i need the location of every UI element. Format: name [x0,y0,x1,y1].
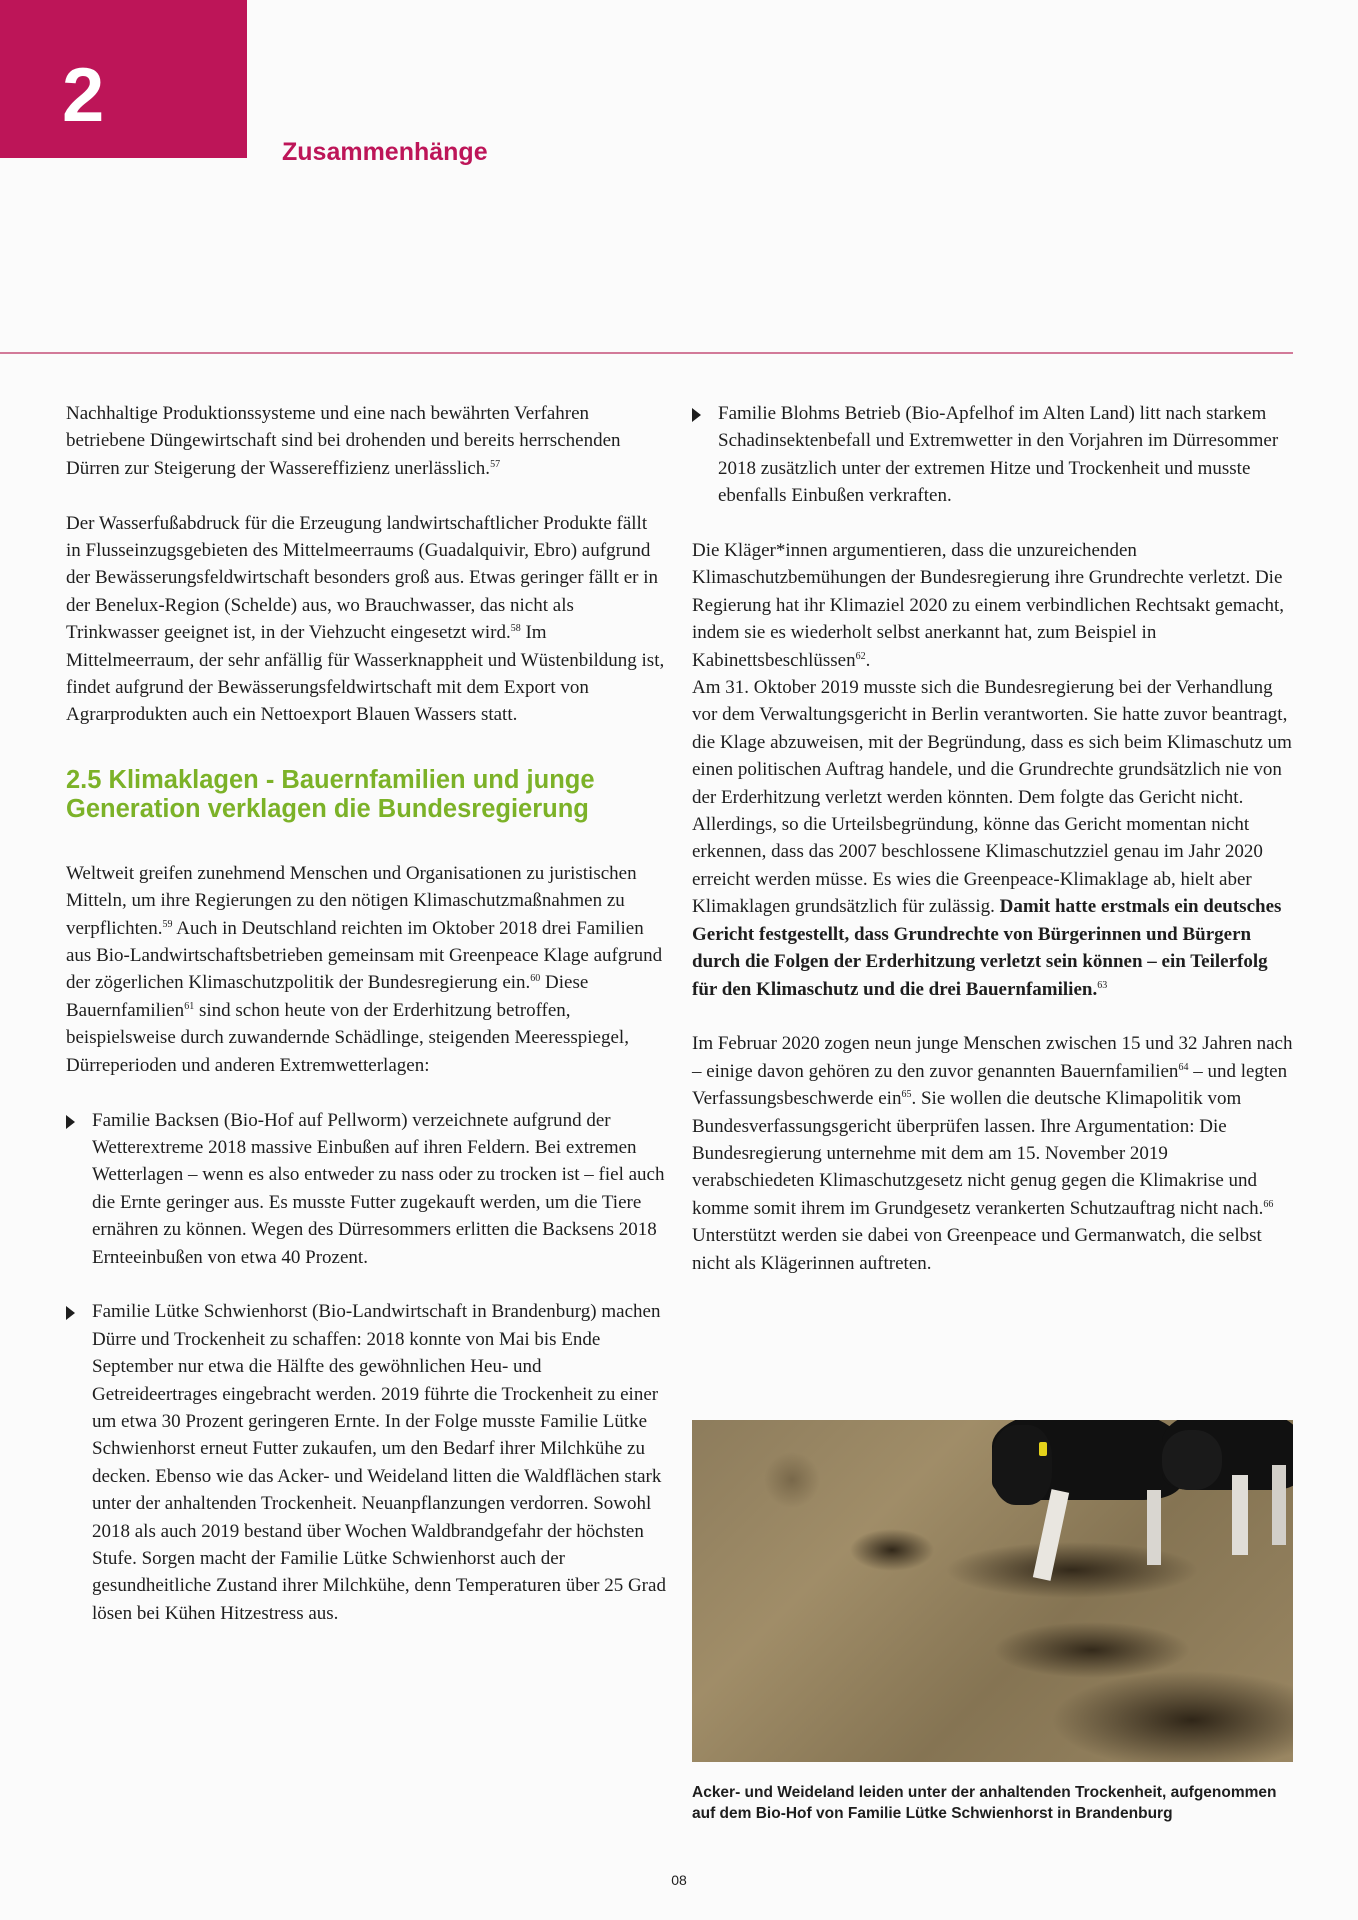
footnote-ref[interactable]: 62 [855,650,866,662]
cow-leg [1232,1475,1248,1555]
footnote-ref[interactable]: 58 [510,623,521,635]
footnote-ref[interactable]: 60 [530,973,541,985]
photo-caption: Acker- und Weideland leiden unter der anhaltenden Trockenheit, aufgenommen auf dem Bio-Hof von Familie Lütke Schwienhorst in Brandenburg [692,1784,1277,1822]
cow-head [992,1425,1052,1505]
chapter-number: 2 [62,53,105,138]
footnote-ref[interactable]: 61 [184,1000,195,1012]
footnote-ref[interactable]: 59 [162,918,173,930]
footnote-ref[interactable]: 65 [901,1089,912,1101]
list-item: Familie Backsen (Bio-Hof auf Pellworm) verzeichnete aufgrund der Wetterextreme 2018 massive Einbußen auf ihren Feldern. Bei extremen Wetterlagen – wenn es also entweder zu nass oder zu trocken ist – fiel auch die Ernte geringer aus. Es musste Futter zugekauft werden, um die Tiere ernähren zu können. Wegen des Dürresommers erlitten die Backsens 2018 Ernteeinbußen von etwa 40 Prozent. [66,1107,666,1271]
page-number: 08 [671,1872,687,1888]
cow-head [1162,1430,1222,1490]
cow-leg [1033,1489,1069,1581]
section-heading: 2.5 Klimaklagen - Bauernfamilien und junge Generation verklagen die Bundesregierung [66,765,595,823]
chapter-title: Zusammenhänge [282,138,488,166]
triangle-bullet-icon [66,1306,75,1320]
cow-leg [1272,1465,1286,1545]
list-item: Familie Lütke Schwienhorst (Bio-Landwirtschaft in Brandenburg) machen Dürre und Trockenheit zu schaffen: 2018 konnte von Mai bis Ende September nur etwa die Hälfte des gewöhnlichen Heu- und Getreideertrages eingebracht werden. 2019 führte die Trockenheit zu einer um etwa 30 Prozent geringeren Ernte. In der Folge musste Familie Lütke Schwienhorst erneut Futter zukaufen, um den Bedarf ihrer Milchkühe zu decken. Ebenso wie das Acker- und Weideland litten die Waldflächen stark unter der anhaltenden Trockenheit. Neuanpflanzungen verdorren. Sowohl 2018 als auch 2019 bestand über Wochen Waldbrandgefahr der höchsten Stufe. Sorgen macht der Familie Lütke Schwienhorst auch der gesundheitliche Zustand ihrer Milchkühe, denn Temperaturen über 25 Grad lösen bei Kühen Hitzestress aus. [66,1298,666,1627]
paragraph: Am 31. Oktober 2019 musste sich die Bundesregierung bei der Verhandlung vor dem Verwaltungsgericht in Berlin verantworten. Sie hatte zuvor beantragt, die Klage abzuweisen, mit der Begründung, dass es sich beim Klimaschutz um einen politischen Auftrag handele, und die Grundrechte grundsätzlich nie von der Erderhitzung verletzt werden könnten. Dem folgte das Gericht nicht. Allerdings, so die Urteilsbegründung, könne das Gericht momentan nicht erkennen, dass das 2007 beschlossene Klimaschutzziel genau im Jahr 2020 erreicht werden müsse. Es wies die Greenpeace-Klimaklage ab, hielt aber Klimaklagen grundsätzlich für zulässig. Damit hatte erstmals ein deutsches Gericht festgestellt, dass Grundrechte von Bürgerinnen und Bürgern durch die Folgen der Erderhitzung verletzt sein können – ein Teilerfolg für den Klimaschutz und die drei Bauernfamilien.$^{63}$ [692,677,1292,1000]
left-column [66,400,666,1655]
triangle-bullet-icon [66,1115,75,1129]
triangle-bullet-icon [692,408,701,422]
footnote-ref[interactable]: 63 [1097,979,1108,991]
emphasis-text: Damit hatte erstmals ein deutsches Gericht festgestellt, dass Grundrechte von Bürgerinnen und Bürgern durch die Folgen der Erderhitzung verletzt sein können – ein Teilerfolg für den Klimaschutz und die drei Bauernfamilien. [692,896,1282,1000]
paragraph: Nachhaltige Produktionssysteme und eine nach bewährten Verfahren betriebene Düngewirtschaft sind bei drohenden und bereits herrschenden Dürren zur Steigerung der Wassereffizienz unerlässlich.$^{57}$ [66,403,621,479]
header-divider [0,352,1293,354]
ear-tag [1039,1442,1047,1456]
paragraph: Der Wasserfußabdruck für die Erzeugung landwirtschaftlicher Produkte fällt in Flusseinzugsgebieten des Mittelmeerraums (Guadalquivir, Ebro) aufgrund der Bewässerungsfeldwirtschaft besonders groß aus. Etwas geringer fällt er in der Benelux-Region (Schelde) aus, wo Brauchwasser, das nicht als Trinkwasser geeignet ist, in der Viehzucht eingesetzt wird.$^{58}$ Im Mittelmeerraum, der sehr anfällig für Wasserknappheit und Wüstenbildung ist, findet aufgrund der Bewässerungsfeldwirtschaft mit dem Export von Agrarprodukten auch ein Nettoexport Blauen Wassers statt. [66,512,665,726]
cow-leg [1147,1490,1161,1565]
paragraph: Die Kläger*innen argumentieren, dass die unzureichenden Klimaschutzbemühungen der Bundesregierung ihre Grundrechte verletzt. Die Regierung hat ihr Klimaziel 2020 zu einem verbindlichen Rechtsakt gemacht, indem sie es wiederholt selbst anerkannt hat, zum Beispiel in Kabinettsbeschlüssen$^{62}$. [692,540,1284,671]
paragraph: Im Februar 2020 zogen neun junge Menschen zwischen 15 und 32 Jahren nach – einige davon gehören zu den zuvor genannten Bauernfamilien$^{64}$ – und legten Verfassungsbeschwerde ein$^{65}$. Sie wollen die deutsche Klimapolitik vom Bundesverfassungsgericht überprüfen lassen. Ihre Argumentation: Die Bundesregierung unternehme mit dem am 15. November 2019 verabschiedeten Klimaschutzgesetz nicht genug gegen die Klimakrise und komme somit ihrem im Grundgesetz verankerten Schutzauftrag nicht nach.$^{66}$ Unterstützt werden sie dabei von Greenpeace und Germanwatch, die selbst nicht als Klägerinnen auftreten. [692,1033,1293,1274]
footnote-ref[interactable]: 66 [1263,1198,1274,1210]
footnote-ref[interactable]: 57 [490,458,501,470]
right-column [692,400,1294,1304]
paragraph: Weltweit greifen zunehmend Menschen und Organisationen zu juristischen Mitteln, um ihre Regierungen zu den nötigen Klimaschutzmaßnahmen zu verpflichten.$^{59}$ Auch in Deutschland reichten im Oktober 2018 drei Familien aus Bio-Landwirtschaftsbetrieben gemeinsam mit Greenpeace Klage aufgrund der zögerlichen Klimaschutzpolitik der Bundesregierung ein.$^{60}$ Diese Bauernfamilien$^{61}$ sind schon heute von der Erderhitzung betroffen, beispielsweise durch zuwandernde Schädlinge, steigenden Meeresspiegel, Dürreperioden und anderen Extremwetterlagen: [66,862,663,1076]
list-item: Familie Blohms Betrieb (Bio-Apfelhof im Alten Land) litt nach starkem Schadinsektenbefall und Extremwetter in den Vorjahren im Dürresommer 2018 zusätzlich unter der extremen Hitze und Trockenheit und musste ebenfalls Einbußen verkraften. [692,400,1294,510]
chapter-number-box [0,0,247,158]
footnote-ref[interactable]: 64 [1178,1061,1189,1073]
photo-cows-dry-pasture [692,1420,1293,1762]
